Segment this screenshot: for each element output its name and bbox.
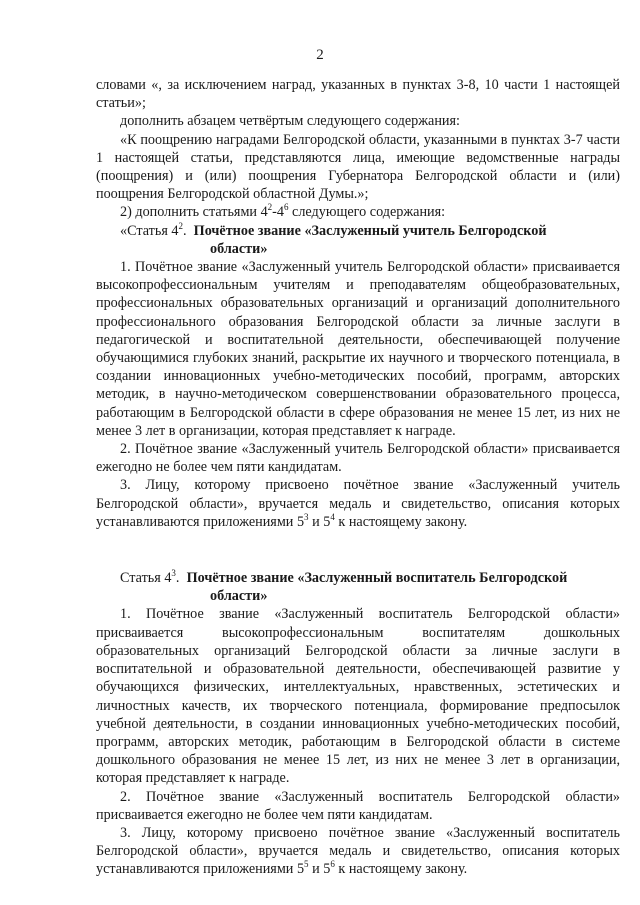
article-4-3-heading: Статья $4^3$. Почётное звание «Заслуженный воспитатель Белгородской области» xyxy=(120,568,568,605)
document-body xyxy=(96,76,620,879)
article-4-2-point-3: 3. Лицу, которому присвоено почётное звание «Заслуженный учитель Белгородской области», вручается медаль и свидетельство, описания которых устанавливаются приложениями $5^3$ и $5^4$ к настоящему закону. xyxy=(96,477,620,530)
paragraph-amendment: 2) дополнить статьями $4^2-4^6$ следующего содержания: xyxy=(120,202,446,221)
paragraph: дополнить абзацем четвёртым следующего содержания: xyxy=(120,113,460,130)
article-4-3-point-1: 1. Почётное звание «Заслуженный воспитатель Белгородской области» присваивается высокопрофессиональным воспитателям дошкольных образовательных организаций Белгородской области за личные заслуги в воспитательной и образовательной деятельности, обеспечивающей развитие у обучающихся физических, интеллектуальных, нравственных, эстетических и личностных качеств, их творческого потенциала, формирование предпосылок учебной деятельности, в создании инновационных учебно-методических пособий, программ, авторских методик, работающим в Белгородской области в системе дошкольного образования не менее 15 лет, из них не менее 3 лет в организации, которая представляет к награде. xyxy=(96,606,620,787)
page-number: 2 xyxy=(316,47,324,63)
article-4-2-point-2: 2. Почётное звание «Заслуженный учитель Белгородской области» присваивается ежегодно не более чем пяти кандидатам. xyxy=(96,441,620,476)
paragraph: словами «, за исключением наград, указанных в пунктах 3-8, 10 части 1 настоящей статьи»; xyxy=(96,77,620,112)
article-4-2-heading: «Статья $4^2$. Почётное звание «Заслуженный учитель Белгородской области» xyxy=(120,220,547,257)
article-4-2-point-1: 1. Почётное звание «Заслуженный учитель Белгородской области» присваивается высокопрофессиональным учителям и преподавателям общеобразовательных, профессиональных образовательных организаций и организаций дополнительного профессионального образования Белгородской области за личные заслуги в педагогической и воспитательной деятельности, обеспечивающей получение обучающимися глубоких знаний, раскрытие их научного и творческого потенциала, в создании инновационных учебно-методических пособий, программ, авторских методик, в научно-методическом совершенствовании образовательного процесса, работающим в Белгородской области в сфере образования не менее 15 лет, из них не менее 3 лет в организации, которая представляет к награде. xyxy=(96,259,620,439)
paragraph-quote: «К поощрению наградами Белгородской области, указанными в пунктах 3-7 части 1 настоящей статьи, представляются лица, имеющие ведомственные награды (поощрения) и (или) поощрения Губернатора Белгородской области и (или) поощрения Белгородской областной Думы.»; xyxy=(96,131,620,203)
article-4-3-point-3: 3. Лицу, которому присвоено почётное звание «Заслуженный воспитатель Белгородской области», вручается медаль и свидетельство, описания которых устанавливаются приложениями $5^5$ и $5^6$ к настоящему закону. xyxy=(96,824,620,878)
article-4-3-point-2: 2. Почётное звание «Заслуженный воспитатель Белгородской области» присваивается ежегодно не более чем пяти кандидатам. xyxy=(96,788,620,823)
